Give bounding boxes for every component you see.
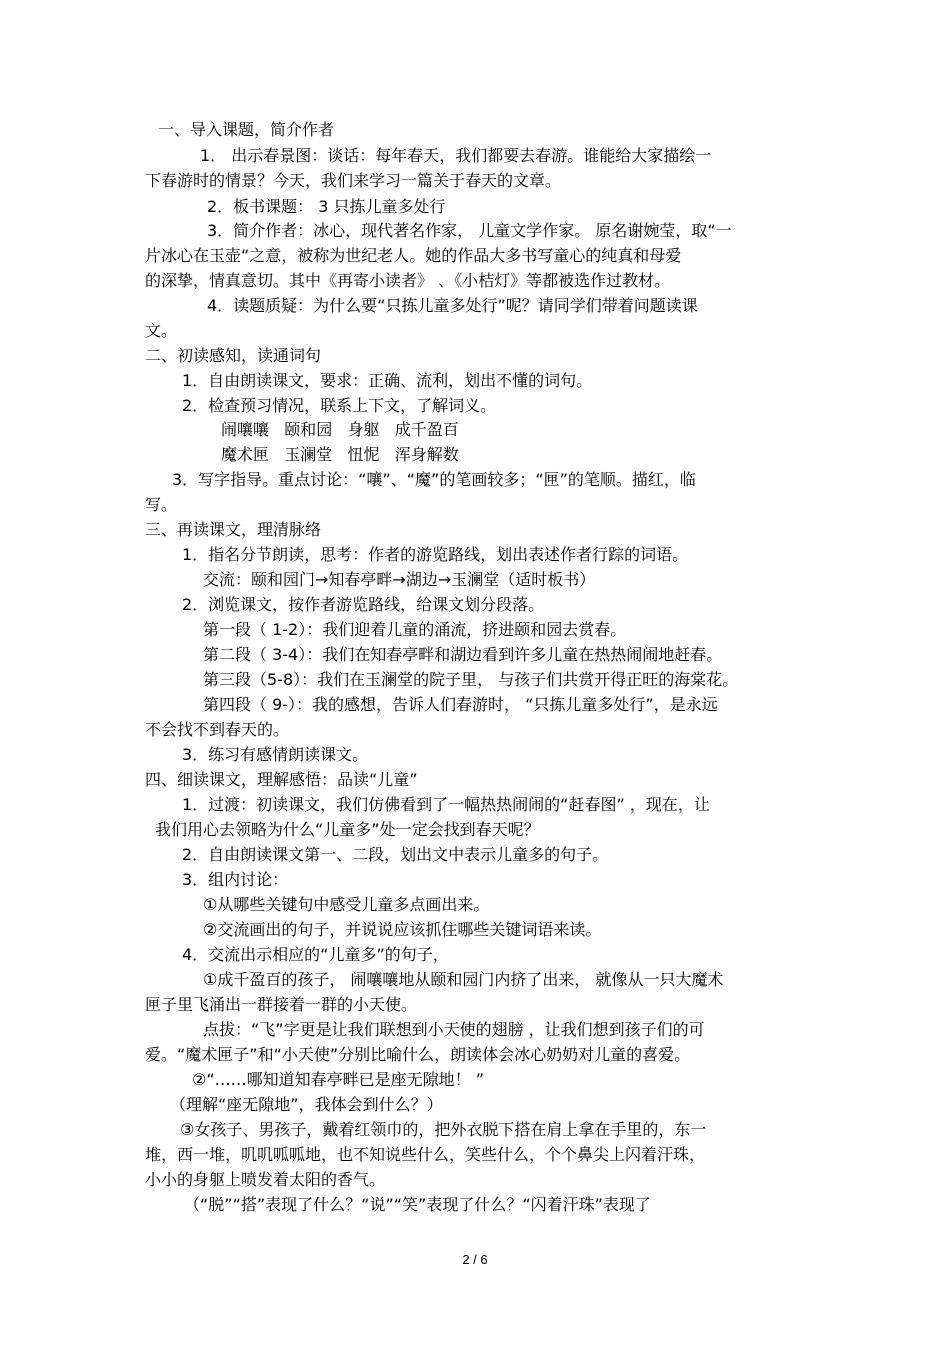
section-heading: 四、细读课文，理解感悟：品读“儿童”	[145, 770, 418, 789]
text-line: 片冰心在玉壶“之意，被称为世纪老人。她的作品大多书写童心的纯真和母爱	[145, 246, 682, 265]
text-line: 第四段（ 9-）：我的感想，告诉人们春游时， “只拣儿童多处行”，是永远	[203, 695, 718, 714]
text-line: 2．板书课题： 3 只拣儿童多处行	[207, 197, 446, 216]
text-line: （理解“座无隙地”，我体会到什么？）	[170, 1095, 443, 1114]
text-line: 不会找不到春天的。	[145, 720, 290, 739]
text-line: 点拔：“飞”字更是让我们联想到小天使的翅膀 ，让我们想到孩子们的可	[203, 1020, 705, 1039]
text-line: 堆，西一堆，叽叽呱呱地，也不知说些什么，笑些什么，个个鼻尖上闪着汗珠，	[145, 1145, 706, 1164]
text-line: 第二段（ 3-4）：我们在知春亭畔和湖边看到许多儿童在热热闹闹地赶春。	[203, 645, 723, 664]
text-line: ③女孩子、男孩子，戴着红领巾的，把外衣脱下搭在肩上拿在手里的，东一	[180, 1120, 707, 1139]
text-line: 3．组内讨论：	[182, 870, 289, 889]
text-line: 1．自由朗读课文，要求：正确、流利，划出不懂的词句。	[182, 371, 593, 390]
text-line: 一、导入课题，简介作者	[158, 120, 335, 139]
section-heading: 二、初读感知，读通词句	[145, 346, 322, 365]
text-line: 文。	[145, 321, 178, 340]
text-line: 2．检查预习情况，联系上下文，了解词义。	[182, 396, 497, 415]
text-line: 我们用心去领略为什么“儿童多”处一定会找到春天呢？	[155, 820, 540, 839]
text-line: ②交流画出的句子，并说说应该抓住哪些关键词语来读。	[203, 920, 602, 939]
text-line: 第三段（5-8）：我们在玉澜堂的院子里， 与孩子们共赏开得正旺的海棠花。	[203, 670, 739, 689]
section-heading: 三、再读课文，理清脉络	[145, 520, 322, 539]
text-line: 3．写字指导。重点讨论：“嚷”、“魔”的笔画较多；“匣”的笔顺。描红，临	[172, 470, 696, 489]
page-number: 2 / 6	[462, 1252, 488, 1267]
text-line: 匣子里飞涌出一群接着一群的小天使。	[145, 995, 418, 1014]
text-line: 下春游时的情景？今天，我们来学习一篇关于春天的文章。	[145, 171, 562, 190]
text-line: 4．读题质疑：为什么要“只拣儿童多处行”呢？请同学们带着问题读课	[207, 296, 698, 315]
text-line: 第一段（ 1-2）：我们迎着儿童的涌流，挤进颐和园去赏春。	[203, 620, 627, 639]
text-line: 写。	[145, 495, 178, 514]
text-line: 2．自由朗读课文第一、二段，划出文中表示儿童多的句子。	[182, 845, 609, 864]
text-line: 4．交流出示相应的“儿童多”的句子，	[182, 945, 449, 964]
text-line: ①从哪些关键句中感受儿童多点画出来。	[203, 895, 490, 914]
text-line: ①成千盈百的孩子， 闹嚷嚷地从颐和园门内挤了出来， 就像从一只大魔术	[203, 970, 724, 989]
text-line: 1． 出示春景图：谈话：每年春天，我们都要去春游。谁能给大家描绘一	[200, 146, 712, 165]
text-line: 1．过渡：初读课文，我们仿佛看到了一幅热热闹闹的“赶春图” ，现在，让	[182, 795, 710, 814]
text-line: （“脱”“搭”表现了什么？“说”“笑”表现了什么？“闪着汗珠”表现了	[184, 1195, 651, 1214]
vocabulary-line: 闹嚷嚷 颐和园 身躯 成千盈百	[221, 420, 459, 439]
text-line: 3．简介作者：冰心，现代著名作家， 儿童文学作家。 原名谢婉莹，取“一	[207, 221, 732, 240]
text-line: 1．指名分节朗读，思考：作者的游览路线，划出表述作者行踪的词语。	[182, 545, 689, 564]
text-line: 爱。“魔术匣子”和“小天使”分别比喻什么，朗读体会冰心奶奶对儿童的喜爱。	[145, 1045, 691, 1064]
vocabulary-line: 魔术匣 玉澜堂 忸怩 浑身解数	[221, 445, 459, 464]
text-line: 2．浏览课文，按作者游览路线，给课文划分段落。	[182, 595, 545, 614]
text-line: 交流：颐和园门→知春亭畔→湖边→玉澜堂（适时板书）	[203, 570, 596, 589]
text-line: ②“……哪知道知春亭畔已是座无隙地！ ”	[192, 1070, 485, 1089]
text-line: 3．练习有感情朗读课文。	[182, 745, 369, 764]
text-line: 小小的身躯上喷发着太阳的香气。	[145, 1170, 386, 1189]
text-line: 的深挚，情真意切。其中《再寄小读者》 、《小桔灯》等都被选作过教材。	[145, 271, 671, 290]
